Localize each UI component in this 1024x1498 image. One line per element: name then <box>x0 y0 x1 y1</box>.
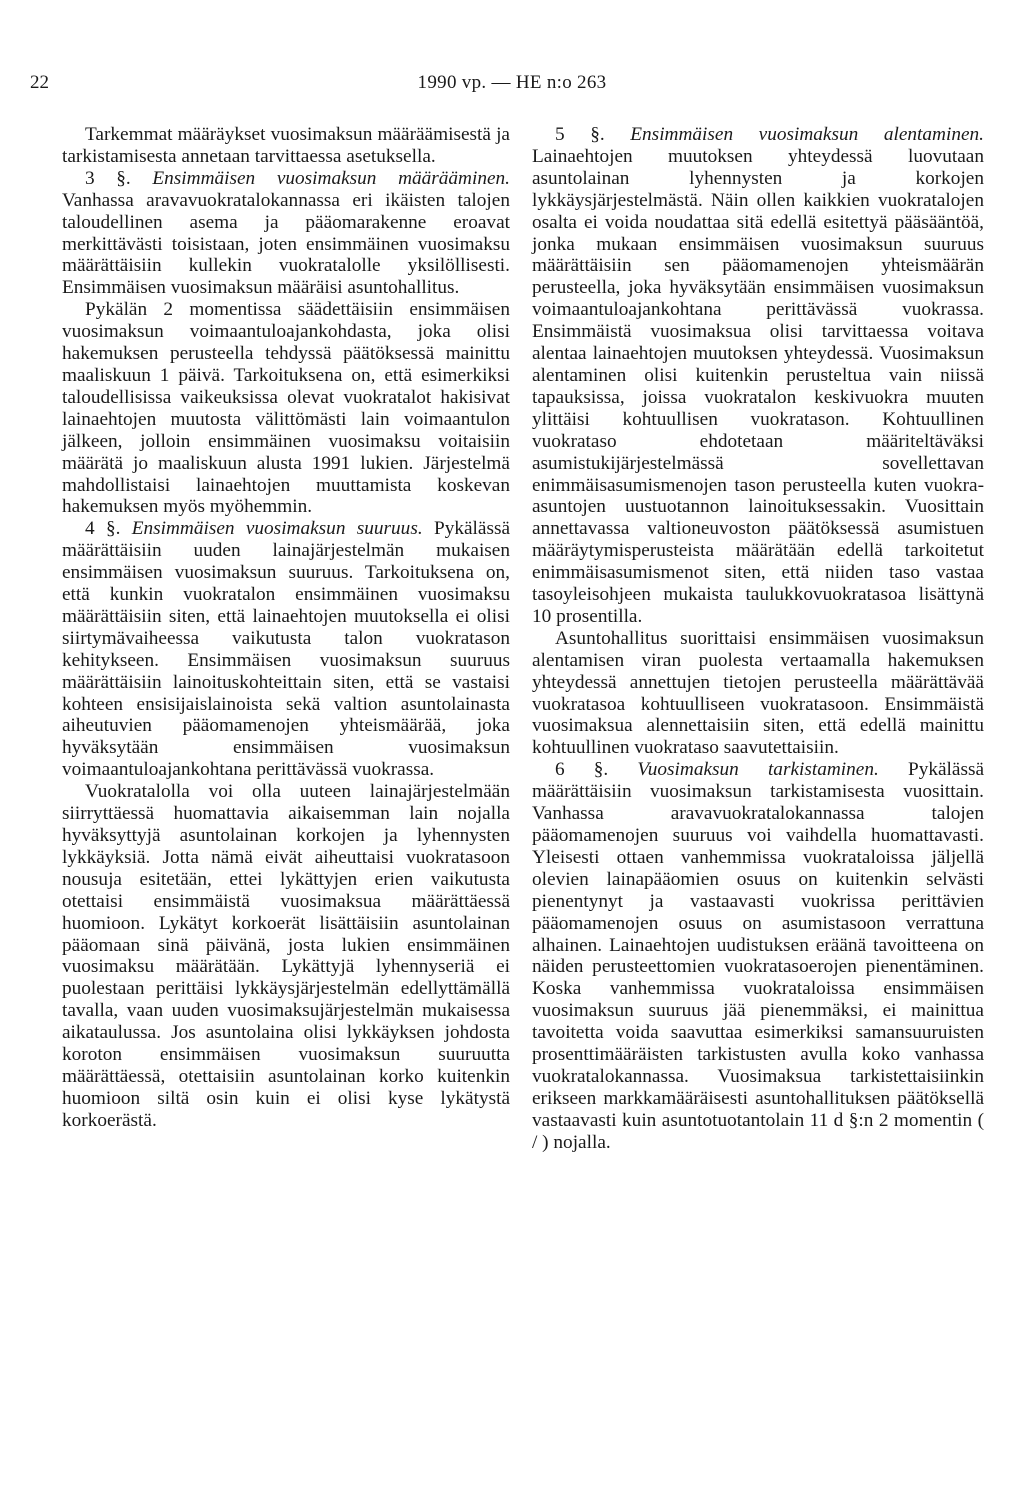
section-heading: Ensimmäisen vuosimaksun määrääminen. <box>152 167 510 189</box>
page-number: 22 <box>30 72 49 93</box>
section-number: 3 §. <box>85 167 131 189</box>
section-4 <box>62 518 510 781</box>
paragraph: Tarkemmat määräykset vuosimaksun määräämisestä ja tarkistamisesta annetaan tarvittaessa asetuksella. <box>62 124 510 167</box>
section-text: Lainaehtojen muutoksen yhteydessä luovutaan asuntolainan lyhennysten ja korkojen lykkäysjärjestelmästä. Näin ollen kaikkien vuokratalojen osalta ei voida noudattaa sitä edellä esitettyä pääsääntöä, jonka mukaan ensimmäisen vuosimaksun suuruus määrättäisiin sen pääomamenojen yhteismäärän perusteella, joka hyväksytään ensimmäisen vuosimaksun voimaantuloajankohtana perittävässä vuokrassa. Ensimmäistä vuosimaksua olisi tarvittaessa voitava alentaa lainaehtojen muutoksen yhteydessä. Vuosimaksun alentaminen olisi kuitenkin perusteltua vain niissä tapauksissa, joissa vuokratalon keskivuokra muuten ylittäisi kohtuullisen vuokratason. Kohtuullinen vuokrataso ehdotetaan määriteltäväksi asumistukijärjestelmässä sovellettavan enimmäisasumismenojen tason perusteella kuten vuokra-asuntojen uustuotannon lainoituksessakin. Vuosittain annettavassa valtioneuvoston päätöksessä asumistuen määräytymisperusteista määrätään edellä tarkoitetut enimmäisasumismenot siten, että niiden taso vastaa tasoyleisohjeen mukaista taulukkovuokratasoa lisättynä 10 prosentilla. <box>532 145 984 627</box>
running-head: 1990 vp. — HE n:o 263 <box>417 72 607 93</box>
section-6 <box>532 759 984 1153</box>
section-number: 6 §. <box>555 759 609 781</box>
paragraph: Vuokratalolla voi olla uuteen lainajärjestelmään siirryttäessä huomattavia aikaisemman lain nojalla hyväksyttyjä asuntolainan korkojen ja lyhennysten lykkäyksiä. Jotta nämä eivät aiheuttaisi vuokratasoon nousuja esitetään, ettei lykättyjen erien vaikutusta otettaisi ensimmäistä vuosimaksua määrättäessä huomioon. Lykätyt korkoerät lisättäisiin asuntolainan pääomaan sinä päivänä, josta lukien ensimmäinen vuosimaksu määrätään. Lykättyjä lyhennyseriä ei puolestaan perittäisi lykkäysjärjestelmän edellyttämällä tavalla, vaan uuden vuosimaksujärjestelmän mukaisessa aikataulussa. Jos asuntolaina olisi lykkäyksen johdosta koroton ensimmäisen vuosimaksun suuruutta määrättäessä, otettaisiin asuntolainan korko kuitenkin huomioon siltä osin kuin ei olisi kyse lykätystä korkoerästä. <box>62 781 510 1131</box>
section-5 <box>532 124 984 628</box>
section-heading: Ensimmäisen vuosimaksun suuruus. <box>131 518 423 540</box>
section-number: 5 §. <box>555 124 605 145</box>
section-3 <box>62 168 510 299</box>
right-column <box>532 124 984 1154</box>
section-text: Pykälässä määrättäisiin vuosimaksun tarkistamisesta vuosittain. Vanhassa aravavuokratalokannassa talojen pääomamenojen suuruus voi vaihdella huomattavasti. Yleisesti ottaen vanhemmissa vuokrataloissa jäljellä olevien lainapääomien osuus on kuitenkin selvästi pienentynyt ja vastaavasti vuokrissa perittävien pääomamenojen osuus on asumistasoon verrattuna alhainen. Lainaehtojen uudistuksen eräänä tavoitteena on näiden perusteettomien vuokratasoerojen pienentäminen. Koska vanhemmissa vuokrataloissa ensimmäisen vuosimaksun suuruus jää pienemmäksi, ei mainittua tavoitetta voida saavuttaa esimerkiksi samansuuruisten prosenttimääräisten tarkistusten avulla koko vanhassa vuokratalokannassa. Vuosimaksua tarkistettaisiinkin erikseen markkamääräisesti asuntohallituksen päätöksellä vastaavasti kuin asuntotuotantolain 11 d §:n 2 momentin ( / ) nojalla. <box>532 759 985 1153</box>
section-heading: Ensimmäisen vuosimaksun alentaminen. <box>630 124 984 145</box>
paragraph: Asuntohallitus suorittaisi ensimmäisen vuosimaksun alentamisen viran puolesta vertaamalla hakemuksen yhteydessä annettujen tietojen perusteella määrättävää vuokratasoa kohtuulliseen vuokratasoon. Ensimmäistä vuosimaksua alennettaisiin siten, että edellä mainittu kohtuullinen vuokrataso saavutettaisiin. <box>532 627 984 759</box>
section-heading: Vuosimaksun tarkistaminen. <box>637 759 879 781</box>
section-number: 4 §. <box>85 518 121 540</box>
section-text: Pykälässä määrättäisiin uuden lainajärjestelmän mukaisen ensimmäisen vuosimaksun suuruus. Tarkoituksena on, että kunkin vuokratalon ensimmäinen vuosimaksu määrättäisiin siten, että lainaehtojen muutoksella ei olisi siirtymävaiheessa vaikutusta talon vuokratason kehitykseen. Ensimmäisen vuosimaksun suuruus määrättäisiin lainoituskohteittain siten, että se vastaisi kohteen ensisijaislainoista sekä valtion asuntolainasta aiheutuvien pääomamenojen yhteismäärää, joka hyväksytään ensimmäisen vuosimaksun voimaantuloajankohtana perittävässä vuokrassa. <box>62 518 511 781</box>
left-column <box>62 124 510 1132</box>
paragraph: Pykälän 2 momentissa säädettäisiin ensimmäisen vuosimaksun voimaantuloajankohdasta, joka olisi hakemuksen perusteella tehdyssä päätöksessä mainittu maaliskuun 1 päivä. Tarkoituksena on, että esimerkiksi taloudellisissa vaikeuksissa olevat vuokratalot hakisivat lainaehtojen muutosta välittömästi lain voimaantulon jälkeen, jolloin ensimmäinen vuosimaksu voitaisiin määrätä jo maaliskuun alusta 1991 lukien. Järjestelmä mahdollistaisi lainaehtojen muuttamista koskevan hakemuksen myös myöhemmin. <box>62 299 510 518</box>
section-text: Vanhassa aravavuokratalokannassa eri ikäisten talojen taloudellinen asema ja pääomarakenne eroavat merkittävästi toisistaan, joten ensimmäinen vuosimaksu määrättäisiin kullekin vuokratalolle yksilöllisesti. Ensimmäisen vuosimaksun määräisi asuntohallitus. <box>62 189 510 299</box>
